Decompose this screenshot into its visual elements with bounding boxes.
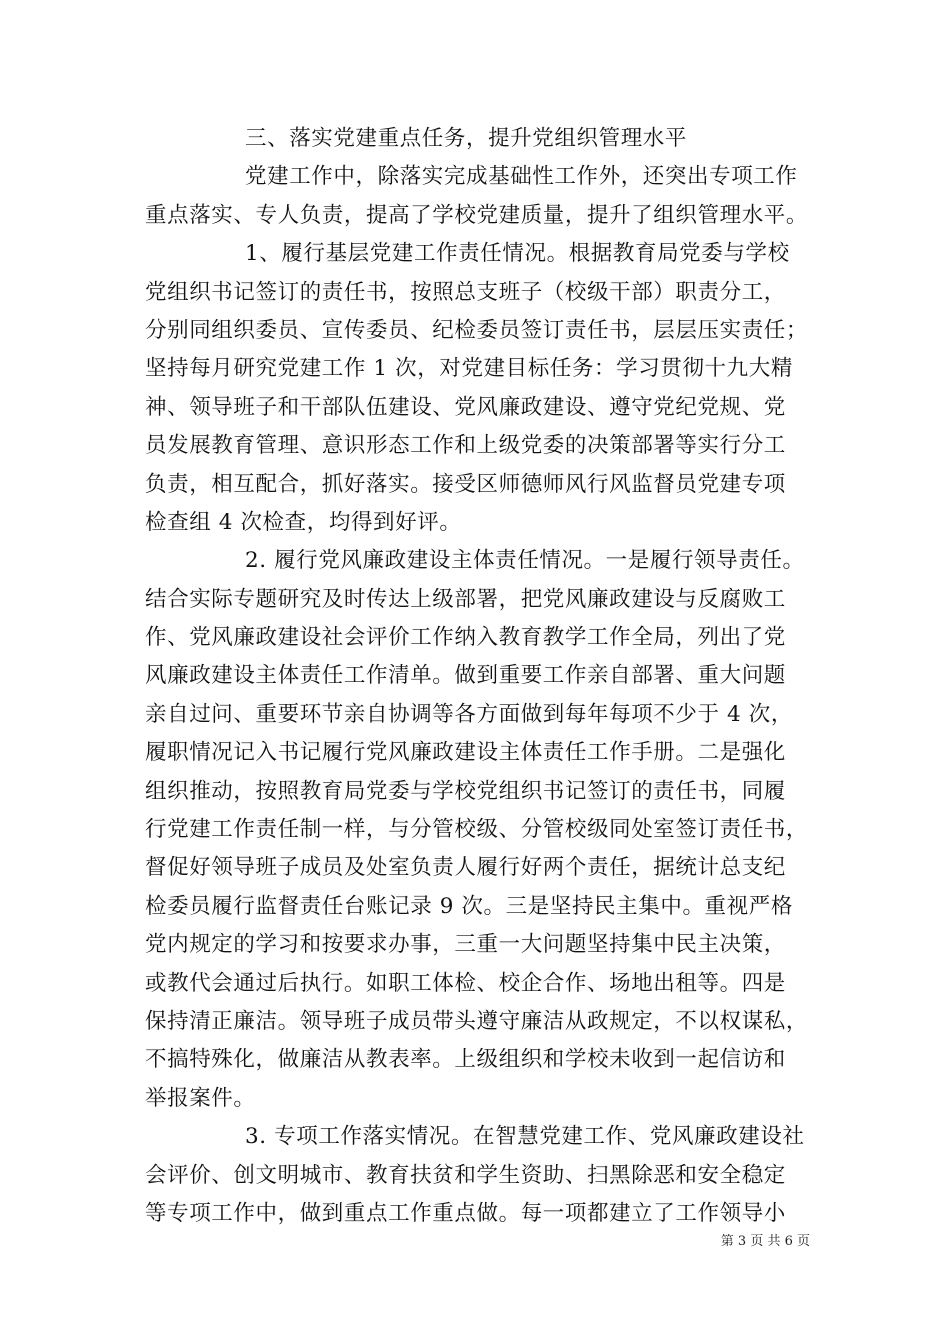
page-number-footer: 第 3 页 共 6 页 bbox=[720, 1234, 810, 1249]
paragraph-line: 党内规定的学习和按要求办事，三重一大问题坚持集中民主决策， bbox=[145, 932, 786, 958]
paragraph-line: 党建工作中，除落实完成基础性工作外，还突出专项工作 bbox=[245, 164, 798, 190]
paragraph-line: 分别同组织委员、宣传委员、纪检委员签订责任书，层层压实责任； bbox=[145, 317, 809, 343]
paragraph-line: 作、党风廉政建设社会评价工作纳入教育教学工作全局，列出了党 bbox=[145, 625, 786, 651]
paragraph-line: 坚持每月研究党建工作 1 次，对党建目标任务：学习贯彻十九大精 bbox=[145, 356, 793, 382]
paragraph-line: 党组织书记签订的责任书，按照总支班子（校级干部）职责分工， bbox=[145, 279, 786, 305]
section-heading: 三、落实党建重点任务，提升党组织管理水平 bbox=[245, 126, 688, 151]
document-body bbox=[145, 120, 810, 1233]
paragraph-line: 等专项工作中，做到重点工作重点做。每一项都建立了工作领导小 bbox=[145, 1200, 786, 1226]
paragraph-line: 保持清正廉洁。领导班子成员带头遵守廉洁从政规定，不以权谋私， bbox=[145, 1008, 809, 1034]
paragraph-line: 行党建工作责任制一样，与分管校级、分管校级同处室签订责任书， bbox=[145, 817, 809, 843]
paragraph-line: 2. 履行党风廉政建设主体责任情况。一是履行领导责任。 bbox=[245, 548, 805, 574]
paragraph-line: 负责，相互配合，抓好落实。接受区师德师风行风监督员党建专项 bbox=[145, 471, 786, 497]
paragraph-line: 重点落实、专人负责，提高了学校党建质量，提升了组织管理水平。 bbox=[145, 202, 809, 228]
paragraph-line: 神、领导班子和干部队伍建设、党风廉政建设、遵守党纪党规、党 bbox=[145, 394, 786, 420]
paragraph-line: 不搞特殊化，做廉洁从教表率。上级组织和学校未收到一起信访和 bbox=[145, 1047, 786, 1073]
paragraph-line: 风廉政建设主体责任工作清单。做到重要工作亲自部署、重大问题 bbox=[145, 663, 786, 689]
paragraph-line: 履职情况记入书记履行党风廉政建设主体责任工作手册。二是强化 bbox=[145, 740, 786, 766]
paragraph-line: 亲自过问、重要环节亲自协调等各方面做到每年每项不少于 4 次， bbox=[145, 701, 793, 727]
paragraph-line: 组织推动，按照教育局党委与学校党组织书记签订的责任书，同履 bbox=[145, 778, 786, 804]
paragraph-line: 或教代会通过后执行。如职工体检、校企合作、场地出租等。四是 bbox=[145, 970, 786, 996]
paragraph-line: 检查组 4 次检查，均得到好评。 bbox=[145, 509, 462, 535]
paragraph-line: 督促好领导班子成员及处室负责人履行好两个责任，据统计总支纪 bbox=[145, 855, 786, 881]
paragraph-line: 会评价、创文明城市、教育扶贫和学生资助、扫黑除恶和安全稳定 bbox=[145, 1162, 786, 1188]
paragraph-line: 3. 专项工作落实情况。在智慧党建工作、党风廉政建设社 bbox=[245, 1124, 805, 1150]
paragraph-line: 举报案件。 bbox=[145, 1085, 256, 1111]
paragraph-line: 员发展教育管理、意识形态工作和上级党委的决策部署等实行分工 bbox=[145, 433, 786, 459]
paragraph-line: 结合实际专题研究及时传达上级部署，把党风廉政建设与反腐败工 bbox=[145, 586, 786, 612]
paragraph-line: 1、履行基层党建工作责任情况。根据教育局党委与学校 bbox=[245, 241, 790, 267]
paragraph-line: 检委员履行监督责任台账记录 9 次。三是坚持民主集中。重视严格 bbox=[145, 893, 793, 919]
